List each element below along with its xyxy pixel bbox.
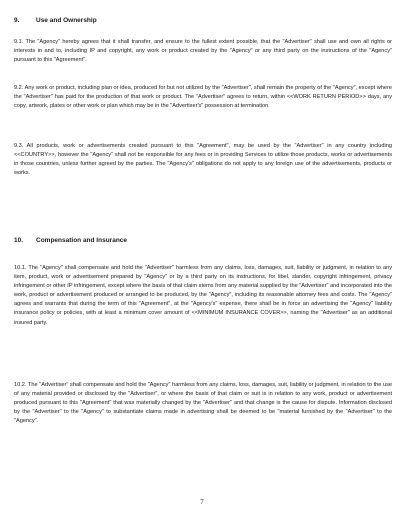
section-9-number: 9. [14,17,20,24]
clause-10-2: 10.2. The "Advertiser" shall compensate and hold the "Agency" harmless from any claims, loss, damages, suit, liability or judgment, in relation to the use of any material provided or disclosed by the "Advertiser", or where the basis of that claim or suit is in relation to any work, product or advertisement produced pursuant to this "Agreement" that was materially changed by the "Advertiser" and that change is the cause for dispute. Information disclosed by the "Advertiser" to the "Agency" to substantiate claims made in advertising shall be deemed to be "material furnished by the "Advertiser" to the "Agency". [14,382,392,425]
section-10-heading [14,237,127,245]
clause-9-3: 9.3. All products, work or advertisements created pursuant to this "Agreement", may be used by the "Advertiser" in any country including <<COUNTRY>>, however the "Agency" shall not be responsible for any fees or in providing Services to utilize those products, works or advertisements in those countries, unless further agreed by the parties. The "Agency's" obligations do not apply to any foreign use of the advertisements, products or works. [14,143,392,177]
section-10-number: 10. [14,237,24,244]
section-9-heading [14,17,97,25]
clause-9-1: 9.1. The "Agency" hereby agrees that it shall transfer, and ensure to the fullest extent possible, that the "Advertiser" shall use and own all rights or interests in and to, including IP and copyright, any work or product created by the "Agency" or any third party on the instructions of the "Agency" pursuant to this "Agreement". [14,39,392,64]
section-10-title: Compensation and Insurance [36,237,128,244]
section-9-title: Use and Ownership [36,17,97,24]
clause-10-1: 10.1. The "Agency" shall compensate and hold the "Advertiser" harmless from any claims, loss, damages, suit, liability or judgment, in relation to any item, product, work or advertisement prepared by "Agency" or by a third party on its instructions, for libel, slander, copyright infringement, privacy infringement or other IP infringement, except where the basis of that claim stems from any material supplied by the "Advertiser" and incorporated into the work, product or advertisement produced or arranged to be produced, by the "Agency", including its reasonable attorney fees and costs. The "Agency" agrees and warrants that during the term of this "Agreement", at the "Agency's" expense, there shall be in force an advertising the "Agency" liability insurance policy or policies, with at least a minimum cover amount of <<MINIMUM INSURANCE COVER>>, naming the "Advertiser" as an additional insured party. [14,265,392,326]
clause-9-2: 9.2. Any work or product, including plan or idea, produced for but not utilized by the "Advertiser", shall remain the property of the "Agency", except where the "Advertiser" has paid for the production of that work or product. The "Advertiser" agrees to return, within <<WORK RETURN PERIOD>> days, any copy, artwork, plates or other work or plan which may be in the "Advertiser's" possession at termination. [14,85,392,110]
page-number: 7 [200,498,204,506]
